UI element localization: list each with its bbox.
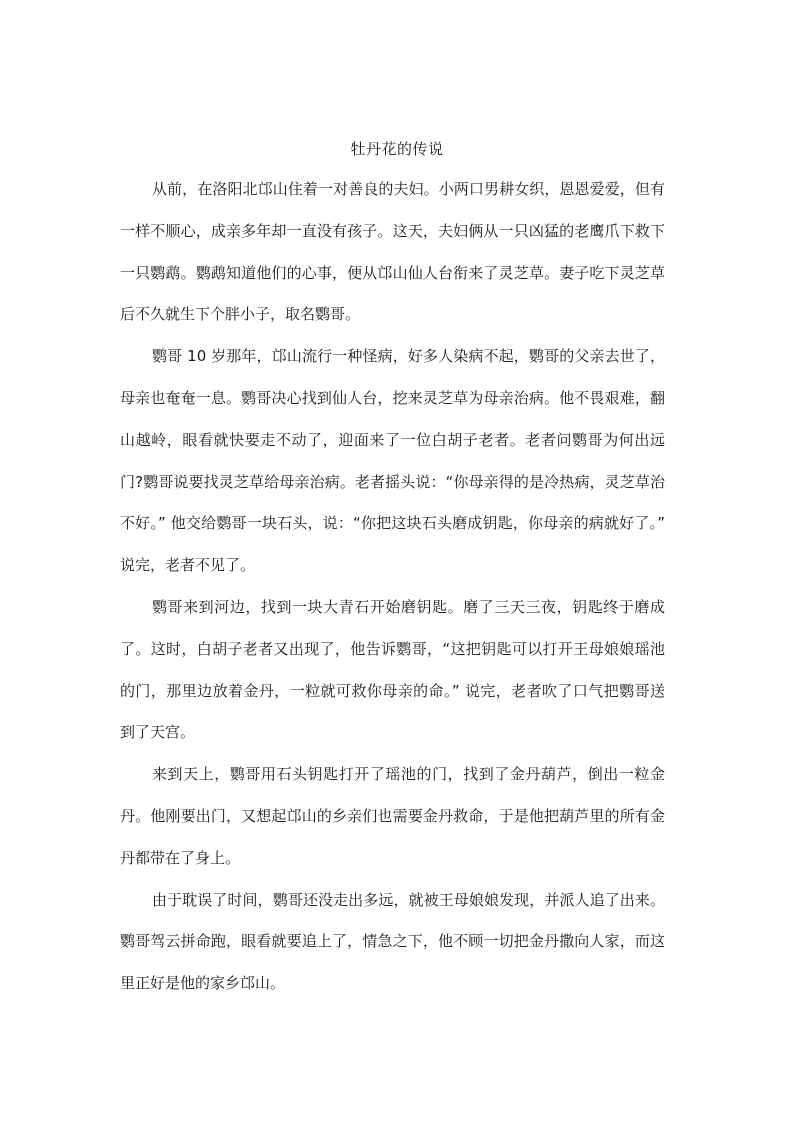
document-body	[120, 169, 665, 1005]
paragraph-3: 鹦哥来到河边，找到一块大青石开始磨钥匙。磨了三天三夜，钥匙终于磨成了。这时，白胡子老者又出现了，他告诉鹦哥，“这把钥匙可以打开王母娘娘瑶池的门，那里边放着金丹，一粒就可救你母亲的命。” 说完，老者吹了口气把鹦哥送到了天宫。	[120, 597, 665, 742]
paragraph-1: 从前，在洛阳北邙山住着一对善良的夫妇。小两口男耕女织，恩恩爱爱，但有一样不顺心，成亲多年却一直没有孩子。这天，夫妇俩从一只凶猛的老鹰爪下救下一只鹦鹉。鹦鹉知道他们的心事，便从邙山仙人台衔来了灵芝草。妻子吃下灵芝草后不久就生下个胖小子，取名鹦哥。	[120, 180, 665, 324]
paragraph-4: 来到天上，鹦哥用石头钥匙打开了瑶池的门，找到了金丹葫芦，倒出一粒金丹。他刚要出门，又想起邙山的乡亲们也需要金丹救命，于是他把葫芦里的所有金丹都带在了身上。	[120, 765, 665, 867]
paragraph-5: 由于耽误了时间，鹦哥还没走出多远，就被王母娘娘发现，并派人追了出来。鹦哥驾云拼命跑，眼看就要追上了，情急之下，他不顾一切把金丹撒向人家，而这里正好是他的家乡邙山。	[120, 890, 665, 993]
document-title: 牡丹花的传说	[350, 140, 444, 158]
paragraph-2: 鹦哥 10 岁那年，邙山流行一种怪病，好多人染病不起，鹦哥的父亲去世了，母亲也奄奄一息。鹦哥决心找到仙人台，挖来灵芝草为母亲治病。他不畏艰难，翻山越岭，眼看就快要走不动了，迎面来了一位白胡子老者。老者问鹦哥为何出远门?鹦哥说要找灵芝草给母亲治病。老者摇头说：“你母亲得的是冷热病，灵芝草治不好。” 他交给鹦哥一块石头，说：“你把这块石头磨成钥匙，你母亲的病就好了。” 说完，老者不见了。	[120, 347, 665, 575]
